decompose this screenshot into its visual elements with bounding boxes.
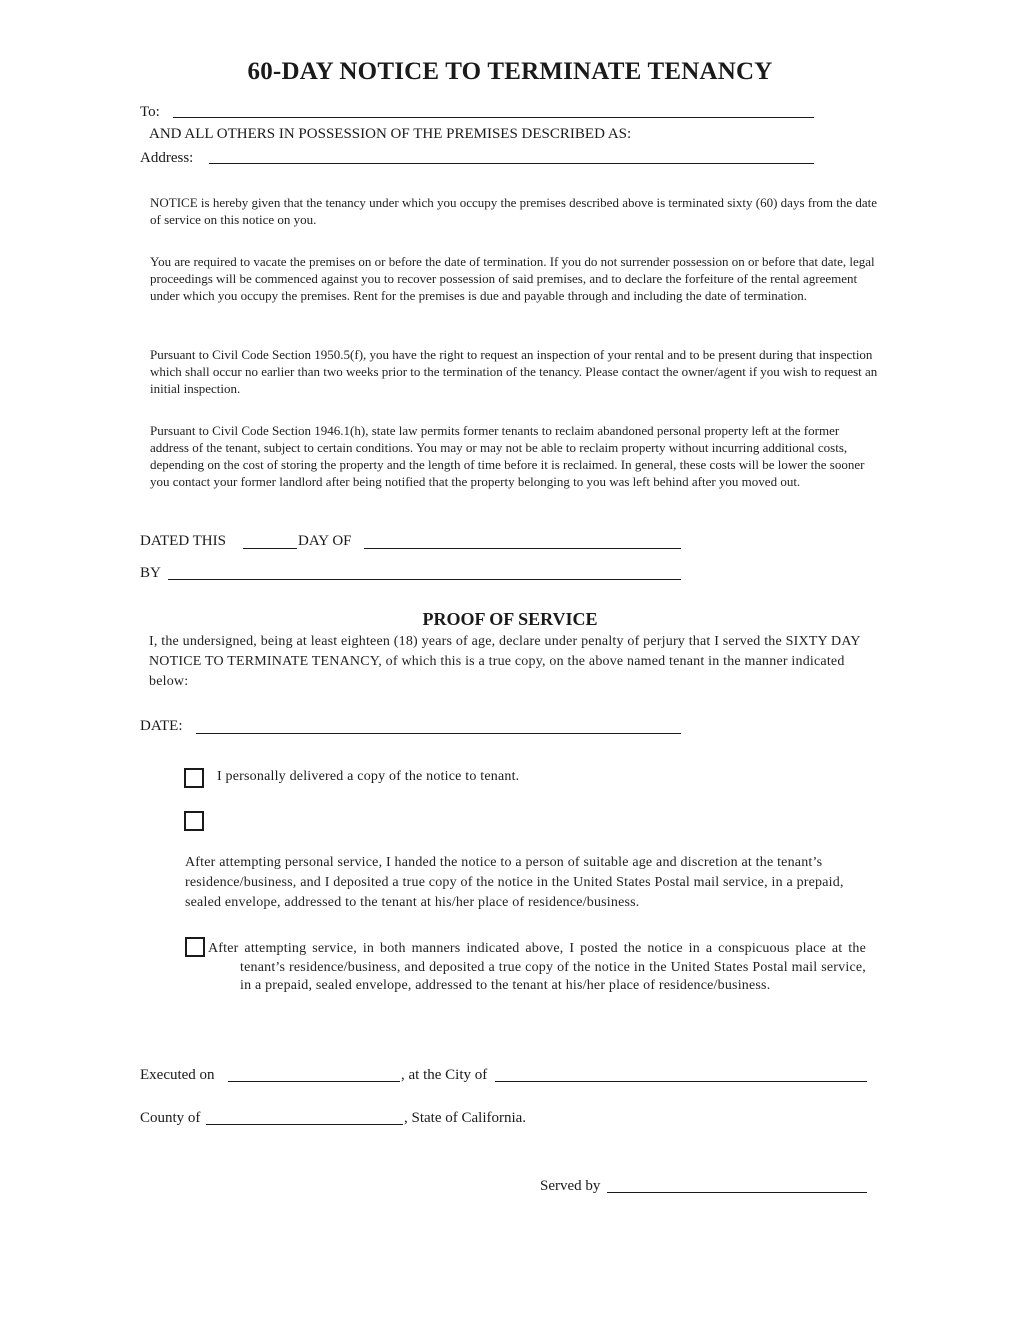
day-of-label: DAY OF: [298, 533, 352, 549]
others-in-possession-text: AND ALL OTHERS IN POSSESSION OF THE PREMISES DESCRIBED AS:: [149, 126, 632, 142]
served-by-signature-field[interactable]: [607, 1192, 867, 1193]
by-signature-field[interactable]: [168, 579, 681, 580]
day-field[interactable]: [243, 548, 297, 549]
substituted-service-checkbox[interactable]: [184, 811, 204, 831]
served-by-label: Served by: [540, 1178, 601, 1194]
personal-delivery-text: I personally delivered a copy of the notice to tenant.: [217, 769, 520, 784]
address-label: Address:: [140, 150, 194, 166]
at-city-label: , at the City of: [401, 1067, 488, 1083]
page-title: 60-DAY NOTICE TO TERMINATE TENANCY: [247, 58, 773, 85]
state-label: , State of California.: [404, 1110, 527, 1126]
substituted-service-text: After attempting personal service, I handed the notice to a person of suitable age and discretion at the tenant’s residence/business, and I deposited a true copy of the notice in the United States Postal mail service, in a prepaid, sealed envelope, addressed to the tenant at his/her place of residence/business.: [185, 855, 844, 910]
notice-paragraph-3: Pursuant to Civil Code Section 1950.5(f), you have the right to request an inspection of your rental and to be present during that inspection which shall occur no earlier than two weeks prior to the termination of the tenancy. Please contact the owner/agent if you wish to request an initial inspection.: [150, 347, 878, 396]
date-field[interactable]: [196, 733, 681, 734]
notice-paragraph-4: Pursuant to Civil Code Section 1946.1(h), state law permits former tenants to reclaim abandoned personal property left at the former address of the tenant, subject to certain conditions. You may or may not be able to reclaim property without incurring additional costs, depending on the cost of storing the property and the length of time before it is reclaimed. In general, these costs will be lower the sooner you contact your former landlord after being notified that the property belonging to you was left behind after you moved out.: [150, 423, 865, 489]
address-field[interactable]: [209, 163, 814, 164]
city-field[interactable]: [495, 1081, 867, 1082]
dated-this-label: DATED THIS: [140, 533, 226, 549]
executed-date-field[interactable]: [228, 1081, 400, 1082]
county-field[interactable]: [206, 1124, 403, 1125]
by-label: BY: [140, 565, 161, 581]
posting-service-text: After attempting service, in both manners indicated above, I posted the notice in a conspicuous place at the tenant’s residence/business, and deposited a true copy of the notice in the United States Postal mail service, in a prepaid, sealed envelope, addressed to the tenant at his/her place of residence/business.: [208, 941, 866, 993]
notice-paragraph-1: NOTICE is hereby given that the tenancy under which you occupy the premises described above is terminated sixty (60) days from the date of service on this notice on you.: [150, 195, 878, 227]
executed-on-label: Executed on: [140, 1067, 215, 1083]
posting-service-checkbox[interactable]: [185, 937, 205, 957]
to-label: To:: [140, 104, 160, 120]
to-field[interactable]: [173, 117, 814, 118]
proof-declaration-text: I, the undersigned, being at least eighteen (18) years of age, declare under penalty of perjury that I served the SIXTY DAY NOTICE TO TERMINATE TENANCY, of which this is a true copy, on the above named tenant in the manner indicated below:: [149, 634, 861, 689]
month-year-field[interactable]: [364, 548, 681, 549]
date-label: DATE:: [140, 718, 183, 734]
notice-paragraph-2: You are required to vacate the premises on or before the date of termination. If you do not surrender possession on or before that date, legal proceedings will be commenced against you to recover possession of said premises, and to declare the forfeiture of the rental agreement under which you occupy the premises. Rent for the premises is due and payable through and including the date of termination.: [150, 254, 875, 303]
personal-delivery-checkbox[interactable]: [184, 768, 204, 788]
county-label: County of: [140, 1110, 201, 1126]
proof-of-service-title: PROOF OF SERVICE: [422, 609, 598, 629]
